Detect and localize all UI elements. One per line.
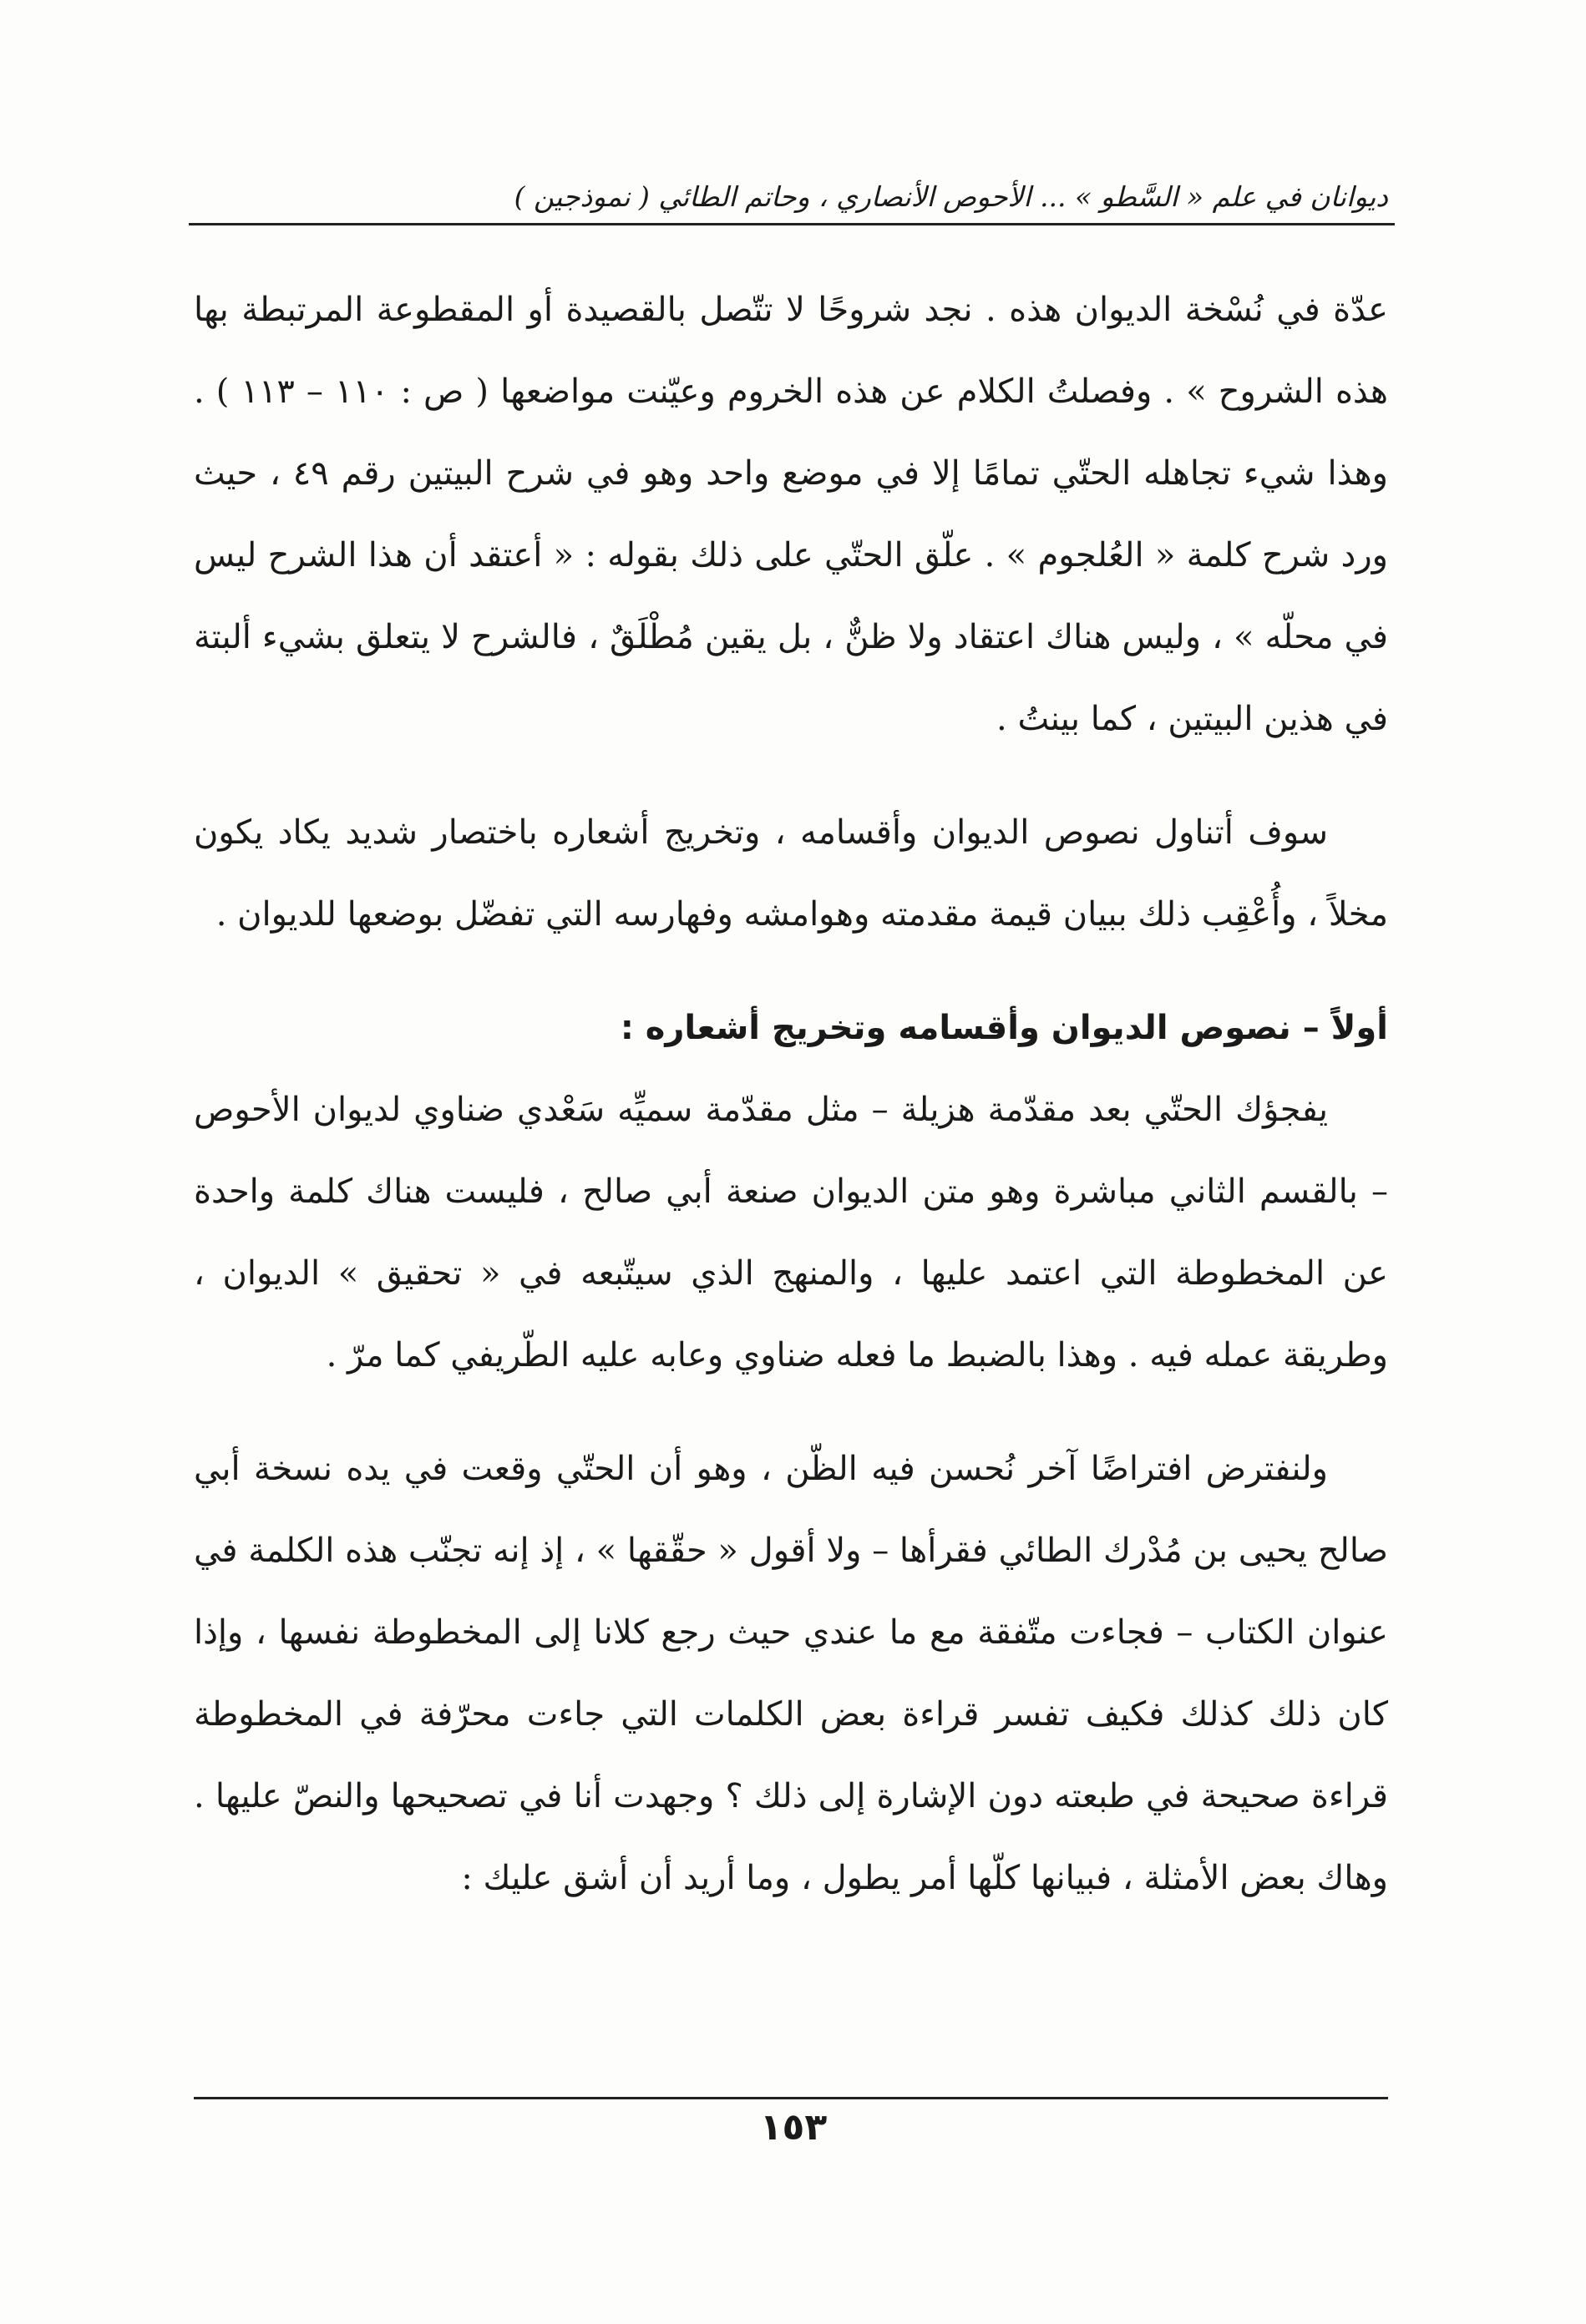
paragraph-2: سوف أتناول نصوص الديوان وأقسامه ، وتخريج أشعاره باختصار شديد يكاد يكون مخلاً ، وأُعْقِب ذلك ببيان قيمة مقدمته وهوامشه وفهارسه التي تفضّل بوضعها للديوان . [194, 813, 1388, 934]
paragraph-3: يفجؤك الحتّي بعد مقدّمة هزيلة – مثل مقدّمة سميِّه سَعْدي ضناوي لديوان الأحوص – بالقسم الثاني مباشرة وهو متن الديوان صنعة أبي صالح ، فليست هناك كلمة واحدة عن المخطوطة التي اعتمد عليها ، والمنهج الذي سيتّبعه في « تحقيق » الديوان ، وطريقة عمله فيه . وهذا بالضبط ما فعله ضناوي وعابه عليه الطّريفي كما مرّ . [194, 1091, 1388, 1375]
body-text [194, 269, 1388, 1919]
paragraph-gap [194, 955, 1388, 987]
paragraph-1: عدّة في نُسْخة الديوان هذه . نجد شروحًا لا تتّصل بالقصيدة أو المقطوعة المرتبطة بها هذه الشروح » . وفصلتُ الكلام عن هذه الخروم وعيّنت مواضعها ( ص : ١١٠ – ١١٣ ) . وهذا شيء تجاهله الحتّي تمامًا إلا في موضع واحد وهو في شرح البيتين رقم ٤٩ ، حيث ورد شرح كلمة « العُلجوم » . علّق الحتّي على ذلك بقوله : « أعتقد أن هذا الشرح ليس في محلّه » ، وليس هناك اعتقاد ولا ظنٌّ ، بل يقين مُطْلَقٌ ، فالشرح لا يتعلق بشيء ألبتة في هذين البيتين ، كما بينتُ . [194, 291, 1388, 738]
footer-rule [194, 2097, 1388, 2099]
section-heading: أولاً – نصوص الديوان وأقسامه وتخريج أشعاره : [620, 1009, 1388, 1047]
header-rule [189, 223, 1395, 225]
paragraph-4: ولنفترض افتراضًا آخر نُحسن فيه الظّن ، وهو أن الحتّي وقعت في يده نسخة أبي صالح يحيى بن مُدْرك الطائي فقرأها – ولا أقول « حقّقها » ، إذ إنه تجنّب هذه الكلمة في عنوان الكتاب – فجاءت متّفقة مع ما عندي حيث رجع كلانا إلى المخطوطة نفسها ، وإذا كان ذلك كذلك فكيف تفسر قراءة بعض الكلمات التي جاءت محرّفة في المخطوطة قراءة صحيحة في طبعته دون الإشارة إلى ذلك ؟ وجهدت أنا في تصحيحها والنصّ عليها . وهاك بعض الأمثلة ، فبيانها كلّها أمر يطول ، وما أريد أن أشق عليك : [194, 1450, 1388, 1897]
paragraph-gap [194, 760, 1388, 792]
page-number: ١٥٣ [759, 2106, 828, 2149]
running-head: ديوانان في علم « السَّطو » ... الأحوص الأنصاري ، وحاتم الطائي ( نموذجين ) [514, 180, 1388, 213]
paragraph-gap [194, 1396, 1388, 1428]
